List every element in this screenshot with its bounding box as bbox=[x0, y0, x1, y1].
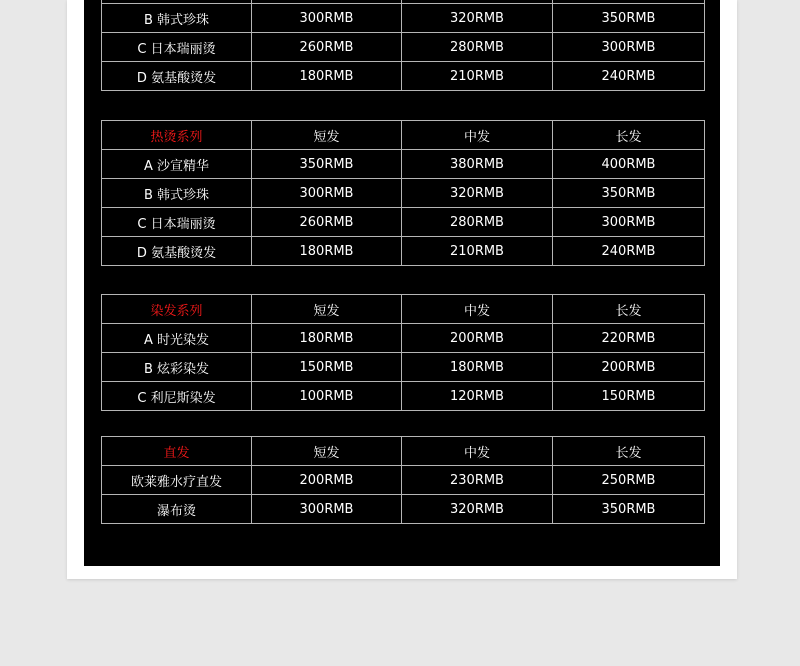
price-medium: 320RMB bbox=[402, 179, 553, 208]
service-name: B 韩式珍珠 bbox=[102, 4, 252, 33]
straightening-table bbox=[101, 436, 705, 524]
column-header-short: 短发 bbox=[252, 295, 402, 324]
price-short: 150RMB bbox=[252, 353, 402, 382]
table-row bbox=[102, 33, 705, 62]
price-long: 300RMB bbox=[553, 33, 705, 62]
service-name: C 日本瑞丽烫 bbox=[102, 33, 252, 62]
price-long: 350RMB bbox=[553, 179, 705, 208]
table-row bbox=[102, 62, 705, 91]
service-name: A 时光染发 bbox=[102, 324, 252, 353]
price-medium: 320RMB bbox=[402, 495, 553, 524]
column-header-long: 长发 bbox=[553, 121, 705, 150]
table-row bbox=[102, 4, 705, 33]
table-row bbox=[102, 382, 705, 411]
table-row bbox=[102, 495, 705, 524]
column-header-medium: 中发 bbox=[402, 121, 553, 150]
price-short: 180RMB bbox=[252, 324, 402, 353]
price-short: 200RMB bbox=[252, 466, 402, 495]
price-long: 400RMB bbox=[553, 150, 705, 179]
price-medium: 210RMB bbox=[402, 62, 553, 91]
series-title: 染发系列 bbox=[102, 295, 252, 324]
price-short: 180RMB bbox=[252, 237, 402, 266]
service-name: 欧莱雅水疗直发 bbox=[102, 466, 252, 495]
column-header-medium: 中发 bbox=[402, 295, 553, 324]
service-name: B 炫彩染发 bbox=[102, 353, 252, 382]
price-medium: 210RMB bbox=[402, 237, 553, 266]
table-row bbox=[102, 324, 705, 353]
price-short: 260RMB bbox=[252, 33, 402, 62]
series-title: 热烫系列 bbox=[102, 121, 252, 150]
hot-perm-table bbox=[101, 120, 705, 266]
price-short: 350RMB bbox=[252, 150, 402, 179]
price-short: 300RMB bbox=[252, 495, 402, 524]
price-short: 260RMB bbox=[252, 208, 402, 237]
price-long: 240RMB bbox=[553, 237, 705, 266]
service-name: 瀑布烫 bbox=[102, 495, 252, 524]
price-long: 200RMB bbox=[553, 353, 705, 382]
column-header-short: 短发 bbox=[252, 121, 402, 150]
column-header-medium: 中发 bbox=[402, 437, 553, 466]
service-name: C 日本瑞丽烫 bbox=[102, 208, 252, 237]
price-short: 180RMB bbox=[252, 62, 402, 91]
service-name: B 韩式珍珠 bbox=[102, 179, 252, 208]
service-name: C 利尼斯染发 bbox=[102, 382, 252, 411]
price-long: 250RMB bbox=[553, 466, 705, 495]
price-long: 350RMB bbox=[553, 4, 705, 33]
table-header-row bbox=[102, 437, 705, 466]
price-short: 300RMB bbox=[252, 4, 402, 33]
hair-dye-table bbox=[101, 294, 705, 411]
table-row bbox=[102, 150, 705, 179]
price-long: 240RMB bbox=[553, 62, 705, 91]
price-medium: 200RMB bbox=[402, 324, 553, 353]
table-row bbox=[102, 353, 705, 382]
price-medium: 280RMB bbox=[402, 33, 553, 62]
series-title: 直发 bbox=[102, 437, 252, 466]
table-row bbox=[102, 466, 705, 495]
column-header-long: 长发 bbox=[553, 437, 705, 466]
column-header-long: 长发 bbox=[553, 295, 705, 324]
table-header-row bbox=[102, 121, 705, 150]
price-medium: 380RMB bbox=[402, 150, 553, 179]
price-short: 300RMB bbox=[252, 179, 402, 208]
table-header-row bbox=[102, 295, 705, 324]
service-name: D 氨基酸烫发 bbox=[102, 62, 252, 91]
service-name: D 氨基酸烫发 bbox=[102, 237, 252, 266]
price-long: 150RMB bbox=[553, 382, 705, 411]
table-row bbox=[102, 179, 705, 208]
price-medium: 180RMB bbox=[402, 353, 553, 382]
table-row bbox=[102, 237, 705, 266]
column-header-short: 短发 bbox=[252, 437, 402, 466]
price-short: 100RMB bbox=[252, 382, 402, 411]
table-row bbox=[102, 208, 705, 237]
price-medium: 280RMB bbox=[402, 208, 553, 237]
perm-continued-table bbox=[101, 0, 705, 91]
price-medium: 120RMB bbox=[402, 382, 553, 411]
price-medium: 230RMB bbox=[402, 466, 553, 495]
price-long: 220RMB bbox=[553, 324, 705, 353]
price-long: 350RMB bbox=[553, 495, 705, 524]
price-medium: 320RMB bbox=[402, 4, 553, 33]
price-long: 300RMB bbox=[553, 208, 705, 237]
service-name: A 沙宣精华 bbox=[102, 150, 252, 179]
